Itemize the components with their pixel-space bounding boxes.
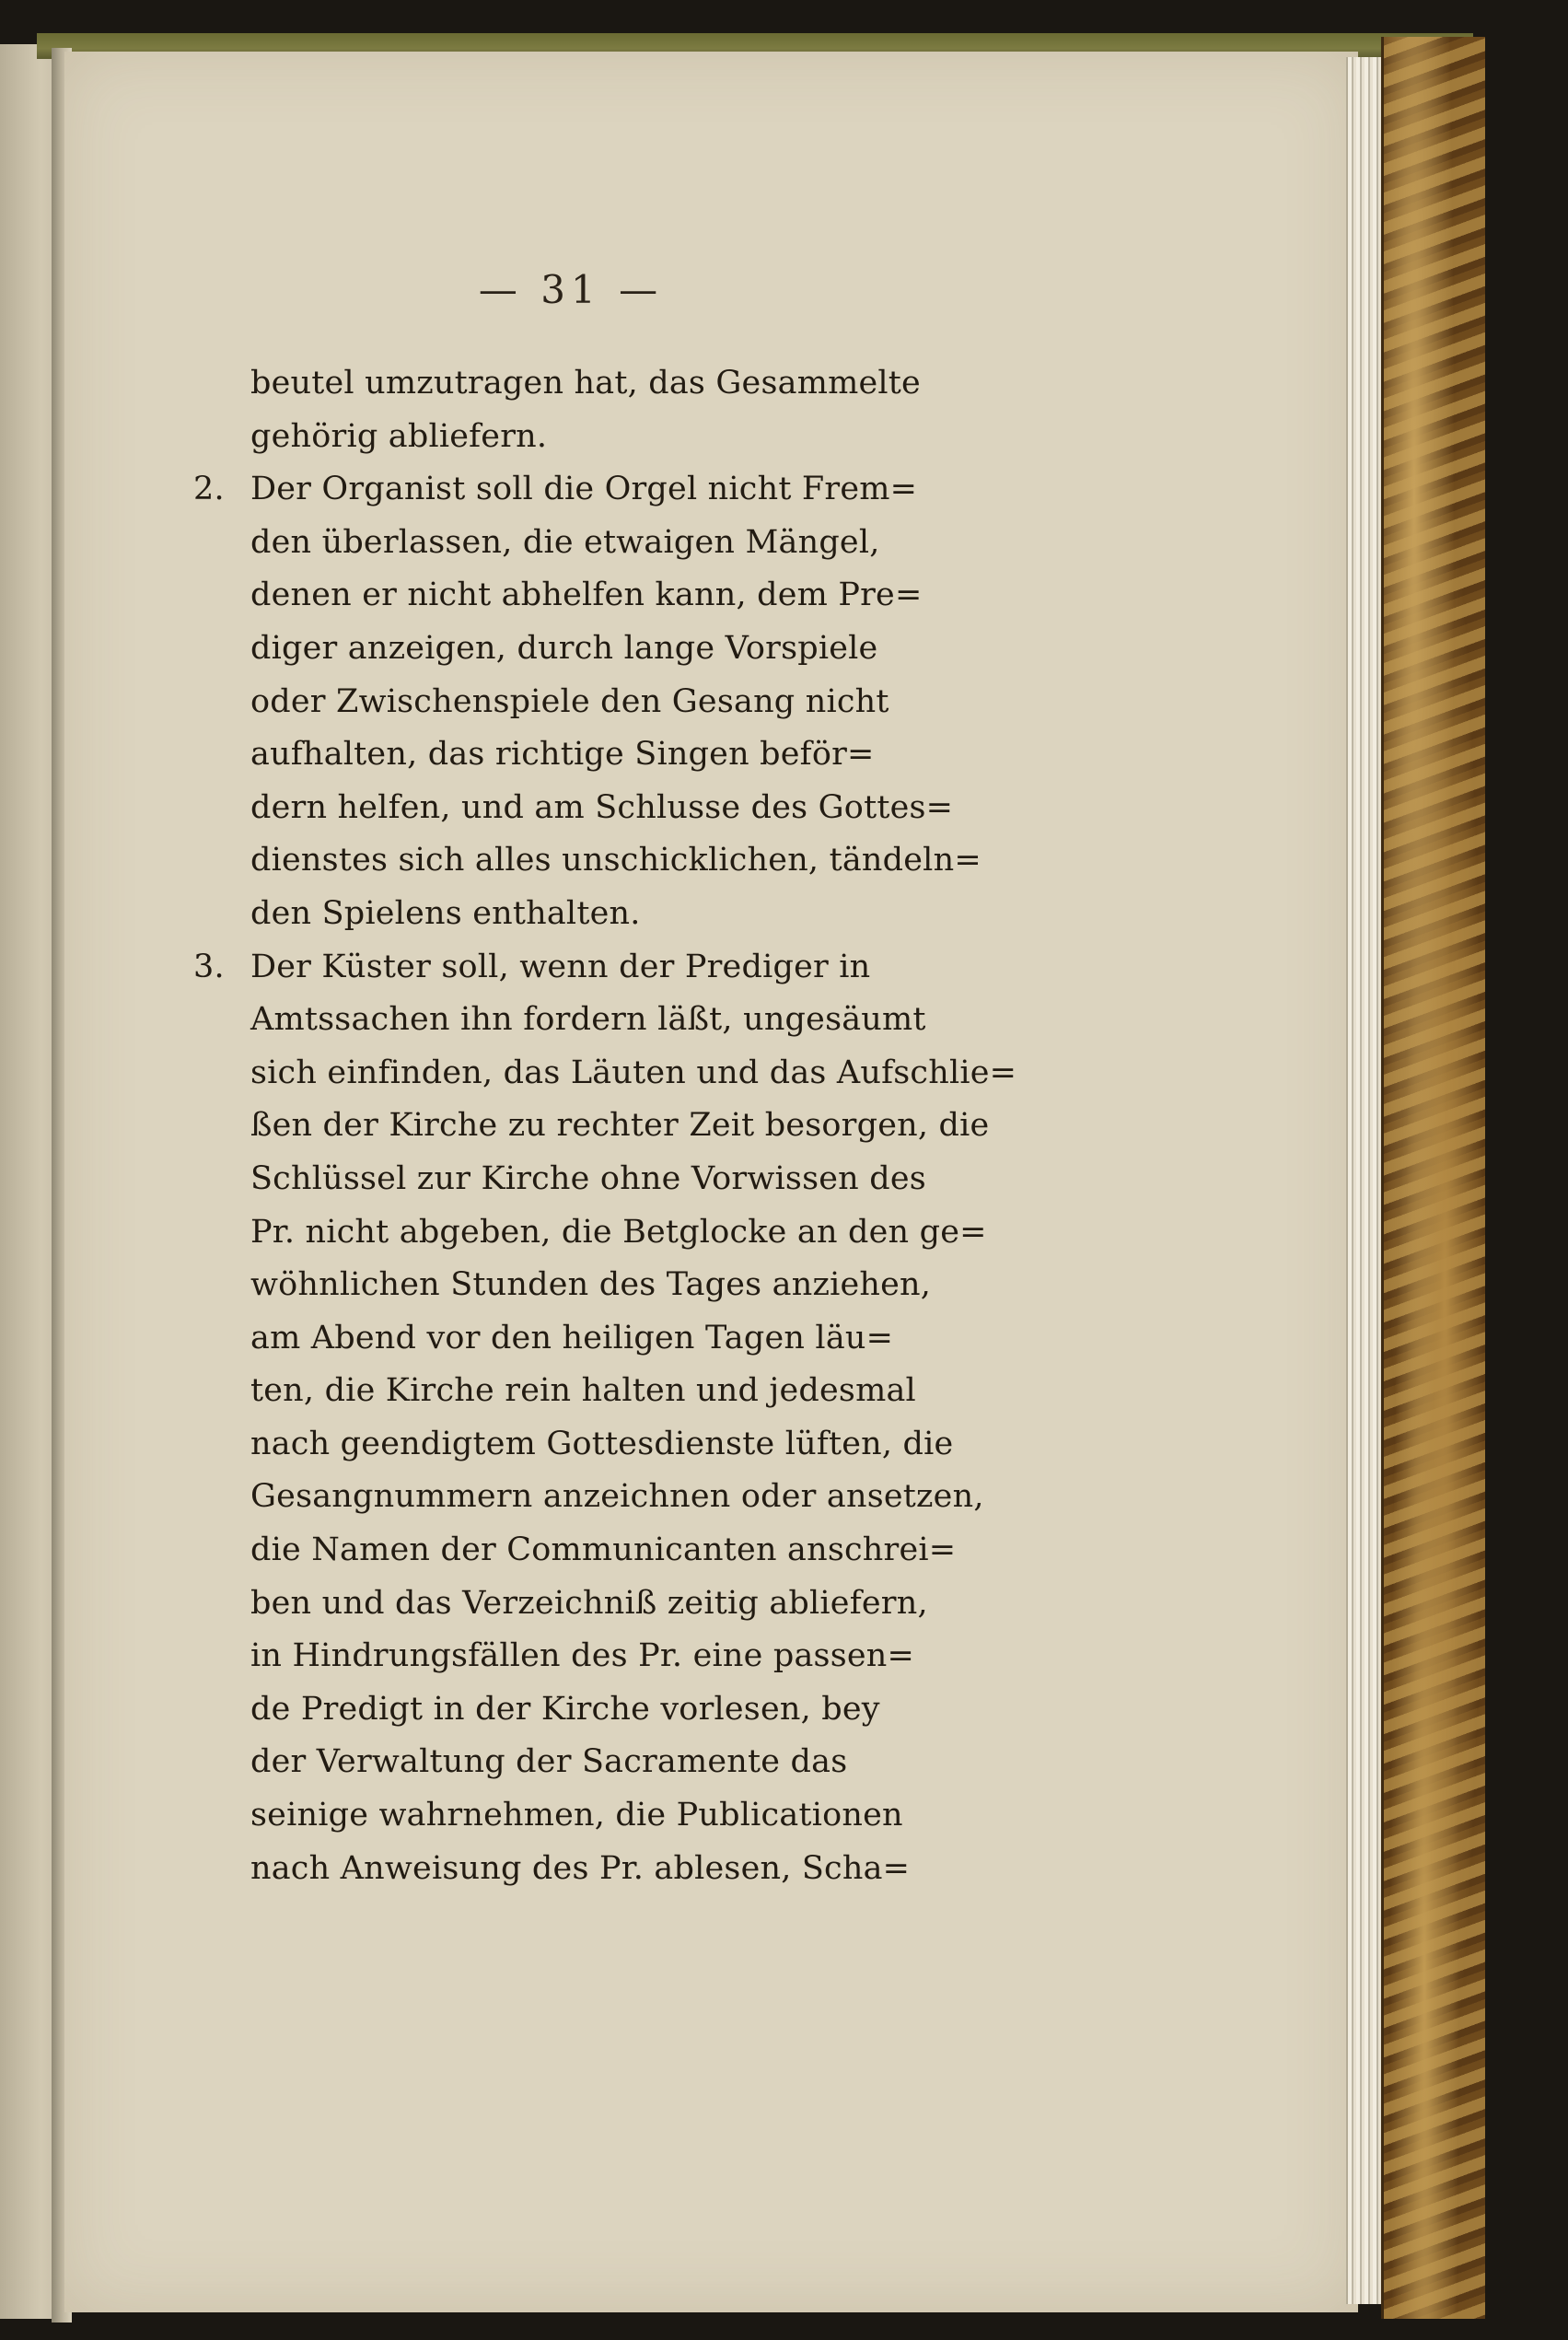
- text-line: [193, 1418, 994, 1472]
- text-line: [193, 888, 994, 941]
- text-line: [193, 676, 994, 729]
- text-line: [193, 1206, 994, 1260]
- item-number: 3.: [193, 948, 225, 985]
- text-line: [193, 357, 994, 411]
- text-line: [193, 1736, 994, 1789]
- line-text: diger anzeigen, durch lange Vorspiele: [250, 629, 878, 667]
- line-text: Der Organist soll die Orgel nicht Frem=: [250, 471, 918, 508]
- line-text: den Spielens enthalten.: [250, 894, 641, 932]
- line-text: die Namen der Communicanten anschrei=: [250, 1531, 957, 1569]
- line-text: Amtssachen ihn fordern läßt, ungesäumt: [250, 1001, 926, 1039]
- text-line: [193, 569, 994, 623]
- text-line: [193, 1683, 994, 1737]
- page-number: — 31 —: [478, 267, 664, 312]
- text-line: [193, 782, 994, 835]
- text-line: [193, 463, 994, 517]
- text-line: [193, 994, 994, 1047]
- line-text: den überlassen, die etwaigen Mängel,: [250, 523, 880, 561]
- line-text: am Abend vor den heiligen Tagen läu=: [250, 1319, 894, 1356]
- body-text: [193, 357, 1017, 1895]
- line-text: wöhnlichen Stunden des Tages anziehen,: [250, 1266, 932, 1304]
- line-text: aufhalten, das richtige Singen beför=: [250, 736, 875, 774]
- text-line: [193, 1630, 994, 1683]
- line-text: ten, die Kirche rein halten und jedesmal: [250, 1372, 916, 1410]
- line-text: ßen der Kirche zu rechter Zeit besorgen, die: [250, 1107, 990, 1145]
- line-text: denen er nicht abhelfen kann, dem Pre=: [250, 576, 923, 614]
- text-line: [193, 1100, 994, 1153]
- line-text: Pr. nicht abgeben, die Betglocke an den ge=: [250, 1213, 987, 1251]
- line-text: der Verwaltung der Sacramente das: [250, 1743, 848, 1781]
- text-line: [193, 1365, 994, 1418]
- text-line: [193, 1843, 994, 1896]
- text-line: [193, 623, 994, 676]
- text-line: [193, 728, 994, 782]
- line-text: oder Zwischenspiele den Gesang nicht: [250, 682, 889, 720]
- text-line: [193, 1577, 994, 1631]
- text-line: [193, 1789, 994, 1843]
- text-line: [193, 834, 994, 888]
- line-text: de Predigt in der Kirche vorlesen, bey: [250, 1690, 880, 1728]
- line-text: seinige wahrnehmen, die Publicationen: [250, 1797, 903, 1834]
- text-line: [193, 517, 994, 570]
- text-line: [193, 1471, 994, 1524]
- text-line: [193, 1153, 994, 1206]
- line-text: nach geendigtem Gottesdienste lüften, die: [250, 1425, 954, 1462]
- left-page-edge: [0, 44, 59, 2319]
- text-line: [193, 941, 994, 995]
- line-text: Schlüssel zur Kirche ohne Vorwissen des: [250, 1159, 926, 1197]
- text-line: [193, 1312, 994, 1366]
- line-text: beutel umzutragen hat, das Gesammelte: [250, 365, 921, 402]
- marbled-cover: [1381, 37, 1485, 2319]
- text-line: [193, 1524, 994, 1577]
- line-text: Gesangnummern anzeichnen oder ansetzen,: [250, 1478, 984, 1516]
- line-text: sich einfinden, das Läuten und das Aufschlie=: [250, 1054, 1017, 1091]
- line-text: Der Küster soll, wenn der Prediger in: [250, 948, 871, 985]
- line-text: nach Anweisung des Pr. ablesen, Scha=: [250, 1849, 911, 1887]
- line-text: gehörig abliefern.: [250, 417, 548, 455]
- text-line: [193, 1259, 994, 1312]
- text-line: [193, 411, 994, 464]
- line-text: ben und das Verzeichniß zeitig abliefern,: [250, 1584, 928, 1622]
- line-text: dienstes sich alles unschicklichen, tändeln=: [250, 842, 981, 879]
- line-text: in Hindrungsfällen des Pr. eine passen=: [250, 1637, 915, 1675]
- line-text: dern helfen, und am Schlusse des Gottes=: [250, 788, 954, 826]
- item-number: 2.: [193, 471, 225, 508]
- text-line: [193, 1047, 1017, 1100]
